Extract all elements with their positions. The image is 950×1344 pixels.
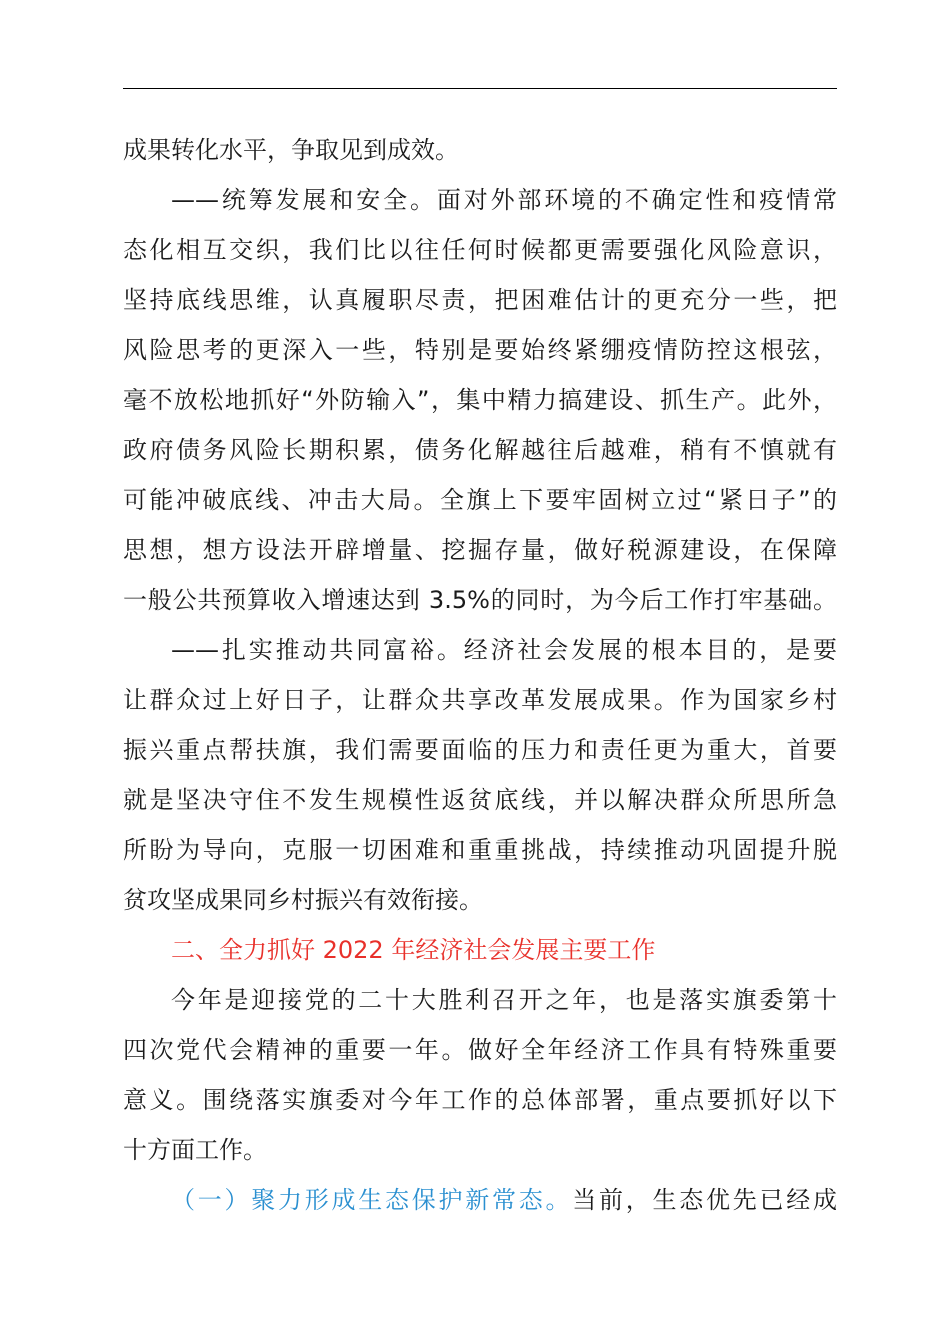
body-line: 可能冲破底线、冲击大局。全旗上下要牢固树立过“紧日子”的 <box>123 486 837 514</box>
body-line: 振兴重点帮扶旗，我们需要面临的压力和责任更为重大，首要 <box>123 736 837 764</box>
body-line: 风险思考的更深入一些，特别是要始终紧绷疫情防控这根弦， <box>123 336 837 364</box>
body-line: ——扎实推动共同富裕。经济社会发展的根本目的，是要 <box>171 636 837 664</box>
body-line: ——统筹发展和安全。面对外部环境的不确定性和疫情常 <box>171 186 837 214</box>
subheading-line <box>123 1175 837 1225</box>
body-line: 毫不放松地抓好“外防输入”，集中精力搞建设、抓生产。此外， <box>123 386 837 414</box>
section-heading: 二、全力抓好 2022 年经济社会发展主要工作 <box>171 936 656 964</box>
body-line: 政府债务风险长期积累，债务化解越往后越难，稍有不慎就有 <box>123 436 837 464</box>
body-line: 今年是迎接党的二十大胜利召开之年，也是落实旗委第十 <box>171 986 837 1014</box>
body-line: 坚持底线思维，认真履职尽责，把困难估计的更充分一些，把 <box>123 286 837 314</box>
subheading: （一）聚力形成生态保护新常态。 <box>171 1186 573 1214</box>
body-line: 意义。围绕落实旗委对今年工作的总体部署，重点要抓好以下 <box>123 1086 837 1114</box>
body-line: 贫攻坚成果同乡村振兴有效衔接。 <box>123 886 483 914</box>
body-line: 一般公共预算收入增速达到 3.5%的同时，为今后工作打牢基础。 <box>123 586 837 614</box>
body-line: 让群众过上好日子，让群众共享改革发展成果。作为国家乡村 <box>123 686 837 714</box>
body-line: 成果转化水平，争取见到成效。 <box>123 136 459 164</box>
body-line: 所盼为导向，克服一切困难和重重挑战，持续推动巩固提升脱 <box>123 836 837 864</box>
body-line: 四次党代会精神的重要一年。做好全年经济工作具有特殊重要 <box>123 1036 837 1064</box>
document-body <box>123 125 837 1225</box>
body-line: 就是坚决守住不发生规模性返贫底线，并以解决群众所思所急 <box>123 786 837 814</box>
subheading-tail: 当前，生态优先已经成 <box>572 1186 837 1214</box>
body-line: 十方面工作。 <box>123 1136 267 1164</box>
body-line: 态化相互交织，我们比以往任何时候都更需要强化风险意识， <box>123 236 837 264</box>
body-line: 思想，想方设法开辟增量、挖掘存量，做好税源建设，在保障 <box>123 536 837 564</box>
header-rule <box>123 88 837 89</box>
